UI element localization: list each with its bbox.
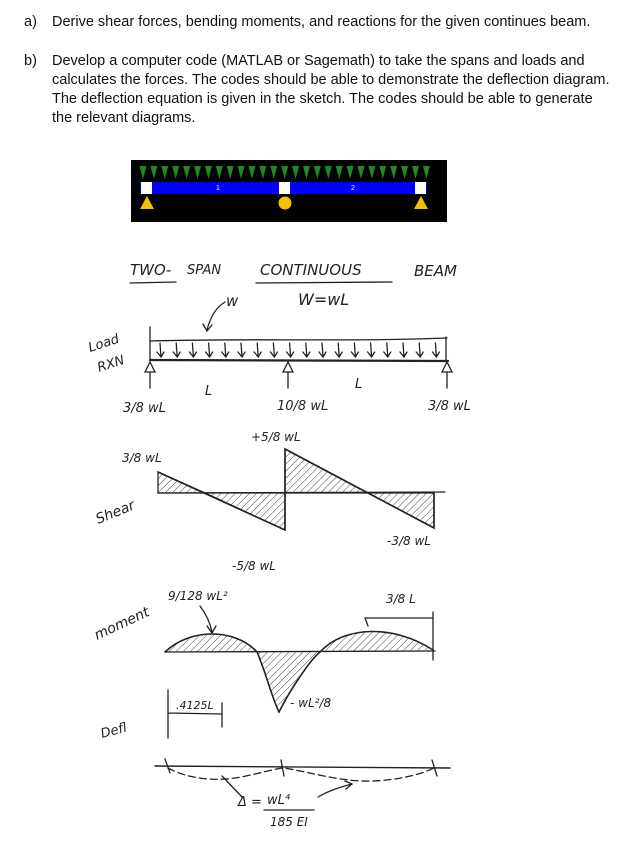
defl-dimension-lines xyxy=(168,690,222,738)
rxn-support-right-icon xyxy=(442,362,452,372)
load-tick xyxy=(287,343,294,357)
load-tick xyxy=(335,343,342,357)
title-word-2: SPAN xyxy=(187,263,222,278)
reaction-middle: 10/8 wL xyxy=(277,399,329,414)
deflection-diagram xyxy=(155,690,450,829)
question-b-text: Develop a computer code (MATLAB or Sagemath) to take the spans and loads and calculates the forces. The codes should be able to demonstrate the deflection diagram. The deflection equation is given in the sketch. The codes should be able to generate the relevant diagrams. xyxy=(52,53,610,126)
node-right xyxy=(415,182,426,194)
title-word-3: CONTINUOUS xyxy=(260,261,362,279)
span-label-1: 1 xyxy=(216,185,220,192)
defl-dimension-label: .4125L xyxy=(176,699,214,712)
moment-diagram xyxy=(165,589,435,712)
defl-curve xyxy=(168,768,434,781)
load-tick xyxy=(222,343,229,357)
rxn-extension-lines xyxy=(150,372,447,388)
load-tick xyxy=(189,343,196,357)
span-label-left: L xyxy=(205,384,213,399)
load-tick xyxy=(351,343,358,357)
roller-support-icon xyxy=(279,197,292,210)
moment-max-pointer xyxy=(200,606,216,633)
reaction-right: 3/8 wL xyxy=(428,399,471,414)
shear-left-value: 3/8 wL xyxy=(122,451,162,465)
load-tick xyxy=(206,343,213,357)
load-tick xyxy=(368,343,375,357)
row-label-defl: Defl xyxy=(99,720,129,742)
row-label-rxn: RXN xyxy=(95,352,127,376)
load-total-label: W=wL xyxy=(298,290,350,309)
row-label-load: Load xyxy=(86,331,122,356)
title-word-4: BEAM xyxy=(414,262,457,280)
load-tick xyxy=(319,343,326,357)
load-tick xyxy=(416,343,423,357)
beam-model-figure xyxy=(131,160,447,222)
title-word-1: TWO- xyxy=(130,261,172,279)
row-label-moment: moment xyxy=(91,604,153,644)
question-a-label: a) xyxy=(24,14,37,30)
load-diagram xyxy=(145,327,452,399)
load-beam-line xyxy=(150,360,448,361)
node-middle xyxy=(279,182,290,194)
shear-right-value: -3/8 wL xyxy=(387,534,431,548)
title-underline-2 xyxy=(256,282,392,283)
load-tick xyxy=(254,343,261,357)
defl-eq-lhs: Δ = xyxy=(238,795,262,810)
defl-eq-numerator: wL⁴ xyxy=(267,793,291,808)
span-label-2: 2 xyxy=(351,185,355,192)
shear-middle-negative: -5/8 wL xyxy=(232,559,276,573)
row-label-shear: Shear xyxy=(93,497,138,528)
handwritten-sketch xyxy=(87,261,471,829)
defl-eq-denominator: 185 EI xyxy=(270,815,308,829)
load-tick xyxy=(173,343,180,357)
load-ticks xyxy=(157,343,439,357)
rxn-support-left-icon xyxy=(145,362,155,372)
span-label-right: L xyxy=(355,377,363,392)
question-a-text: Derive shear forces, bending moments, and reactions for the given continues beam. xyxy=(52,14,591,30)
shear-middle-positive: +5/8 wL xyxy=(251,430,301,444)
defl-pointer-right xyxy=(318,781,352,797)
load-tick xyxy=(400,343,407,357)
load-tick xyxy=(303,343,310,357)
shear-diagram xyxy=(122,430,445,573)
load-tick xyxy=(238,343,245,357)
moment-zero-point-label: 3/8 L xyxy=(386,592,416,606)
reaction-left: 3/8 wL xyxy=(123,401,166,416)
title-underline-1 xyxy=(130,282,176,283)
load-top-line xyxy=(150,338,447,341)
load-tick xyxy=(270,343,277,357)
defl-baseline xyxy=(155,766,450,768)
load-tick xyxy=(432,343,439,357)
load-pointer-arrow xyxy=(203,302,225,331)
load-tick xyxy=(157,343,164,357)
node-left xyxy=(141,182,152,194)
load-tick xyxy=(384,343,391,357)
moment-support-label: - wL²/8 xyxy=(290,696,332,710)
moment-max-label: 9/128 wL² xyxy=(168,589,228,603)
load-w-label: w xyxy=(226,292,239,310)
rxn-support-middle-icon xyxy=(283,362,293,372)
question-b-label: b) xyxy=(24,53,37,69)
